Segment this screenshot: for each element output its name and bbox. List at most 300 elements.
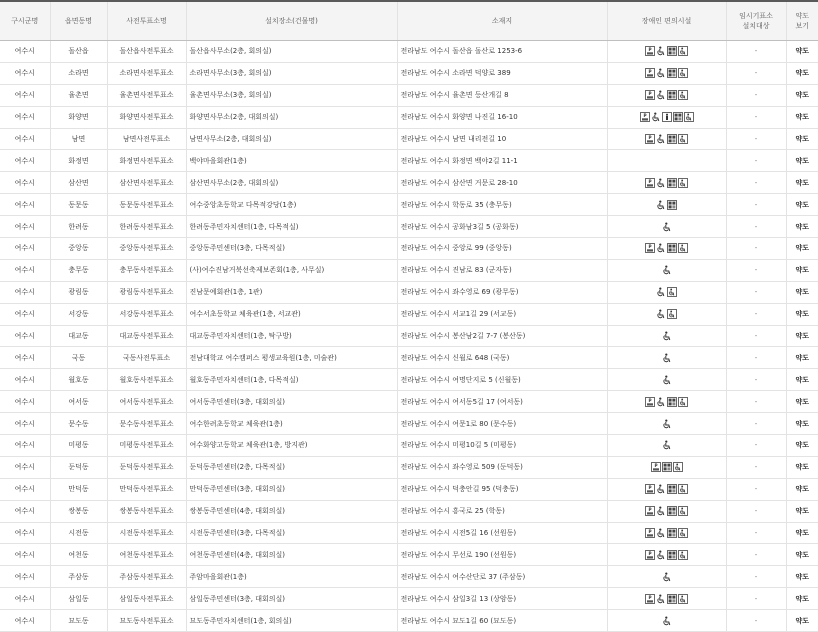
address-cell: 전라남도 여수시 중앙로 99 (중앙동)	[397, 238, 607, 260]
address-cell: 전라남도 여수시 화정면 백야2길 11-1	[397, 150, 607, 172]
address-cell: 전라남도 여수시 삼산면 거문로 28-10	[397, 172, 607, 194]
wheelchair-icon	[656, 243, 666, 253]
temp-booth-cell: -	[726, 194, 786, 216]
address-cell: 전라남도 여수시 화양면 나진길 16-10	[397, 106, 607, 128]
place-cell: 중앙동주민센터(3층, 다목적실)	[186, 238, 397, 260]
elevator-icon	[667, 550, 677, 560]
address-cell: 전라남도 여수시 좌수영로 509 (둔덕동)	[397, 456, 607, 478]
facilities-cell	[607, 566, 726, 588]
elevator-icon	[667, 46, 677, 56]
place-cell: (사)여수진남거북선축제보존회(1층, 사무실)	[186, 259, 397, 281]
map-link[interactable]: 약도	[786, 303, 818, 325]
table-row	[0, 500, 818, 522]
temp-booth-cell: -	[726, 62, 786, 84]
facilities-cell	[607, 413, 726, 435]
office-cell: 광림동사전투표소	[107, 281, 186, 303]
parking-icon	[645, 550, 655, 560]
svg-text:P: P	[648, 91, 652, 97]
svg-text:P: P	[648, 485, 652, 491]
parking-icon	[645, 528, 655, 538]
town-cell: 충무동	[50, 259, 107, 281]
header-place: 설치장소(건물명)	[186, 1, 397, 41]
temp-booth-cell: -	[726, 413, 786, 435]
place-cell: 여천동주민센터(4층, 대회의실)	[186, 544, 397, 566]
table-row	[0, 478, 818, 500]
wheelchair-icon	[656, 528, 666, 538]
region-cell: 여수시	[0, 172, 50, 194]
address-cell: 전라남도 여수시 묘도1길 60 (묘도동)	[397, 610, 607, 632]
region-cell: 여수시	[0, 500, 50, 522]
elevator-icon	[667, 134, 677, 144]
region-cell: 여수시	[0, 369, 50, 391]
place-cell: 화양면사무소(2층, 대회의실)	[186, 106, 397, 128]
table-row	[0, 41, 818, 63]
region-cell: 여수시	[0, 347, 50, 369]
toilet-icon	[678, 484, 688, 494]
office-cell: 소라면사전투표소	[107, 62, 186, 84]
town-cell: 시전동	[50, 522, 107, 544]
facilities-cell	[607, 216, 726, 238]
temp-booth-cell: -	[726, 522, 786, 544]
temp-booth-cell: -	[726, 456, 786, 478]
wheelchair-icon	[662, 440, 672, 450]
wheelchair-icon	[656, 397, 666, 407]
town-cell: 한려동	[50, 216, 107, 238]
office-cell: 남면사전투표소	[107, 128, 186, 150]
map-link[interactable]: 약도	[786, 413, 818, 435]
town-cell: 미평동	[50, 435, 107, 457]
facilities-cell	[607, 610, 726, 632]
map-link[interactable]: 약도	[786, 216, 818, 238]
facilities-cell	[607, 500, 726, 522]
facilities-cell	[607, 172, 726, 194]
office-cell: 삼산면사전투표소	[107, 172, 186, 194]
elevator-icon	[667, 90, 677, 100]
region-cell: 여수시	[0, 478, 50, 500]
parking-icon	[645, 46, 655, 56]
map-link[interactable]: 약도	[786, 369, 818, 391]
elevator-icon	[667, 200, 677, 210]
parking-icon	[645, 506, 655, 516]
map-link[interactable]: 약도	[786, 84, 818, 106]
toilet-icon	[678, 46, 688, 56]
address-cell: 전라남도 여수시 여명단지로 5 (신월동)	[397, 369, 607, 391]
header-region: 구시군명	[0, 1, 50, 41]
parking-icon	[645, 178, 655, 188]
parking-icon	[645, 484, 655, 494]
wheelchair-icon	[662, 616, 672, 626]
office-cell: 충무동사전투표소	[107, 259, 186, 281]
parking-icon	[645, 90, 655, 100]
table-row	[0, 281, 818, 303]
svg-text:P: P	[648, 507, 652, 513]
address-cell: 전라남도 여수시 소라면 덕양로 389	[397, 62, 607, 84]
temp-booth-cell: -	[726, 281, 786, 303]
town-cell: 동문동	[50, 194, 107, 216]
wheelchair-icon	[656, 506, 666, 516]
svg-text:P: P	[648, 178, 652, 184]
map-link[interactable]: 약도	[786, 194, 818, 216]
table-row	[0, 522, 818, 544]
address-cell: 전라남도 여수시 여문1로 80 (문수동)	[397, 413, 607, 435]
svg-text:P: P	[648, 397, 652, 403]
office-cell: 여천동사전투표소	[107, 544, 186, 566]
place-cell: 돌산읍사무소(2층, 회의실)	[186, 41, 397, 63]
place-cell: 여수서초등학교 체육관(1층, 서교관)	[186, 303, 397, 325]
town-cell: 화양면	[50, 106, 107, 128]
place-cell: 주암마을회관(1층)	[186, 566, 397, 588]
toilet-icon	[678, 134, 688, 144]
office-cell: 만덕동사전투표소	[107, 478, 186, 500]
town-cell: 남면	[50, 128, 107, 150]
parking-icon	[645, 397, 655, 407]
town-cell: 돌산읍	[50, 41, 107, 63]
office-cell: 쌍봉동사전투표소	[107, 500, 186, 522]
map-link[interactable]: 약도	[786, 62, 818, 84]
wheelchair-icon	[656, 484, 666, 494]
town-cell: 국동	[50, 347, 107, 369]
facilities-cell	[607, 128, 726, 150]
facilities-cell	[607, 435, 726, 457]
table-row	[0, 435, 818, 457]
elevator-icon	[667, 594, 677, 604]
region-cell: 여수시	[0, 238, 50, 260]
town-cell: 화정면	[50, 150, 107, 172]
map-link[interactable]: 약도	[786, 128, 818, 150]
office-cell: 한려동사전투표소	[107, 216, 186, 238]
office-cell: 시전동사전투표소	[107, 522, 186, 544]
place-cell: 여수화양고등학교 체육관(1층, 방지관)	[186, 435, 397, 457]
wheelchair-icon	[656, 178, 666, 188]
place-cell: 삼산면사무소(2층, 대회의실)	[186, 172, 397, 194]
facilities-cell	[607, 281, 726, 303]
table-row	[0, 259, 818, 281]
facilities-cell	[607, 369, 726, 391]
map-link[interactable]: 약도	[786, 566, 818, 588]
temp-booth-cell: -	[726, 150, 786, 172]
toilet-icon	[678, 243, 688, 253]
office-cell: 동문동사전투표소	[107, 194, 186, 216]
parking-icon	[645, 134, 655, 144]
temp-booth-cell: -	[726, 566, 786, 588]
toilet-icon	[673, 462, 683, 472]
elevator-icon	[667, 68, 677, 78]
facilities-cell	[607, 238, 726, 260]
region-cell: 여수시	[0, 150, 50, 172]
elevator-icon	[667, 243, 677, 253]
town-cell: 묘도동	[50, 610, 107, 632]
region-cell: 여수시	[0, 84, 50, 106]
region-cell: 여수시	[0, 391, 50, 413]
table-row	[0, 413, 818, 435]
toilet-icon	[678, 528, 688, 538]
table-row	[0, 347, 818, 369]
address-cell: 전라남도 여수시 좌수영로 69 (광무동)	[397, 281, 607, 303]
wheelchair-icon	[656, 287, 666, 297]
parking-icon	[645, 594, 655, 604]
facilities-cell	[607, 259, 726, 281]
svg-text:P: P	[648, 47, 652, 53]
table-row	[0, 62, 818, 84]
region-cell: 여수시	[0, 325, 50, 347]
place-cell: 여서동주민센터(3층, 대회의실)	[186, 391, 397, 413]
address-cell: 전라남도 여수시 율촌면 등산개길 8	[397, 84, 607, 106]
town-cell: 문수동	[50, 413, 107, 435]
temp-booth-cell: -	[726, 478, 786, 500]
toilet-icon	[678, 90, 688, 100]
town-cell: 여천동	[50, 544, 107, 566]
header-temp-booth: 임시기표소 설치대상	[726, 1, 786, 41]
table-row	[0, 456, 818, 478]
wheelchair-icon	[656, 46, 666, 56]
region-cell: 여수시	[0, 566, 50, 588]
office-cell: 율촌면사전투표소	[107, 84, 186, 106]
office-cell: 여서동사전투표소	[107, 391, 186, 413]
facilities-cell	[607, 456, 726, 478]
toilet-icon	[678, 594, 688, 604]
svg-text:P: P	[642, 113, 647, 119]
place-cell: 율촌면사무소(3층, 회의실)	[186, 84, 397, 106]
header-town: 읍면동명	[50, 1, 107, 41]
person-icon	[662, 112, 672, 122]
facilities-cell	[607, 62, 726, 84]
table-row	[0, 172, 818, 194]
map-link[interactable]: 약도	[786, 281, 818, 303]
map-link[interactable]: 약도	[786, 456, 818, 478]
temp-booth-cell: -	[726, 435, 786, 457]
place-cell: 진남문예회관(1층, 1관)	[186, 281, 397, 303]
wheelchair-icon	[656, 594, 666, 604]
temp-booth-cell: -	[726, 303, 786, 325]
table-row	[0, 150, 818, 172]
place-cell: 남면사무소(2층, 대회의실)	[186, 128, 397, 150]
map-link[interactable]: 약도	[786, 150, 818, 172]
facilities-cell	[607, 347, 726, 369]
facilities-cell	[607, 544, 726, 566]
toilet-icon	[678, 68, 688, 78]
temp-booth-cell: -	[726, 369, 786, 391]
place-cell: 백야마을회관(1층)	[186, 150, 397, 172]
table-row	[0, 303, 818, 325]
town-cell: 삼산면	[50, 172, 107, 194]
map-link[interactable]: 약도	[786, 106, 818, 128]
address-cell: 전라남도 여수시 여서동5길 17 (여서동)	[397, 391, 607, 413]
elevator-icon	[667, 484, 677, 494]
address-cell: 전라남도 여수시 돌산읍 돌산로 1253-6	[397, 41, 607, 63]
table-row	[0, 84, 818, 106]
elevator-icon	[673, 112, 683, 122]
header-map: 약도 보기	[786, 1, 818, 41]
region-cell: 여수시	[0, 303, 50, 325]
toilet-icon	[667, 309, 677, 319]
town-cell: 중앙동	[50, 238, 107, 260]
map-link[interactable]: 약도	[786, 41, 818, 63]
region-cell: 여수시	[0, 41, 50, 63]
toilet-icon	[678, 178, 688, 188]
elevator-icon	[667, 397, 677, 407]
region-cell: 여수시	[0, 128, 50, 150]
place-cell: 여수중앙초등학교 다목적강당(1층)	[186, 194, 397, 216]
address-cell: 전라남도 여수시 봉산남2길 7-7 (봉산동)	[397, 325, 607, 347]
svg-text:P: P	[653, 463, 658, 469]
temp-booth-cell: -	[726, 259, 786, 281]
town-cell: 서강동	[50, 303, 107, 325]
region-cell: 여수시	[0, 456, 50, 478]
map-link[interactable]: 약도	[786, 500, 818, 522]
wheelchair-icon	[662, 353, 672, 363]
map-link[interactable]: 약도	[786, 347, 818, 369]
region-cell: 여수시	[0, 588, 50, 610]
facilities-cell	[607, 303, 726, 325]
temp-booth-cell: -	[726, 347, 786, 369]
table-row	[0, 369, 818, 391]
facilities-cell	[607, 106, 726, 128]
table-row	[0, 610, 818, 632]
region-cell: 여수시	[0, 194, 50, 216]
table-row	[0, 544, 818, 566]
region-cell: 여수시	[0, 544, 50, 566]
temp-booth-cell: -	[726, 84, 786, 106]
temp-booth-cell: -	[726, 391, 786, 413]
office-cell: 화양면사전투표소	[107, 106, 186, 128]
temp-booth-cell: -	[726, 238, 786, 260]
map-link[interactable]: 약도	[786, 172, 818, 194]
map-link[interactable]: 약도	[786, 522, 818, 544]
region-cell: 여수시	[0, 259, 50, 281]
toilet-icon	[678, 550, 688, 560]
address-cell: 전라남도 여수시 남면 내리전길 10	[397, 128, 607, 150]
table-row	[0, 128, 818, 150]
address-cell: 전라남도 여수시 학동로 35 (충무동)	[397, 194, 607, 216]
place-cell: 둔덕동주민센터(2층, 다목적실)	[186, 456, 397, 478]
elevator-icon	[662, 462, 672, 472]
wheelchair-icon	[651, 112, 661, 122]
town-cell: 월호동	[50, 369, 107, 391]
map-link[interactable]: 약도	[786, 435, 818, 457]
place-cell: 삼일동주민센터(3층, 대회의실)	[186, 588, 397, 610]
parking-icon	[651, 462, 661, 472]
wheelchair-icon	[656, 68, 666, 78]
header-facilities: 장애인 편의시설	[607, 1, 726, 41]
wheelchair-icon	[662, 222, 672, 232]
table-row	[0, 588, 818, 610]
town-cell: 주삼동	[50, 566, 107, 588]
svg-text:P: P	[648, 135, 652, 141]
table-row	[0, 566, 818, 588]
office-cell: 서강동사전투표소	[107, 303, 186, 325]
address-cell: 전라남도 여수시 신월로 648 (국동)	[397, 347, 607, 369]
svg-text:P: P	[648, 69, 652, 75]
toilet-icon	[667, 287, 677, 297]
region-cell: 여수시	[0, 435, 50, 457]
place-cell: 시전동주민센터(3층, 다목적실)	[186, 522, 397, 544]
facilities-cell	[607, 522, 726, 544]
table-row	[0, 238, 818, 260]
office-cell: 대교동사전투표소	[107, 325, 186, 347]
temp-booth-cell: -	[726, 172, 786, 194]
map-link[interactable]: 약도	[786, 610, 818, 632]
facilities-cell	[607, 391, 726, 413]
temp-booth-cell: -	[726, 544, 786, 566]
facilities-cell	[607, 150, 726, 172]
wheelchair-icon	[656, 90, 666, 100]
region-cell: 여수시	[0, 106, 50, 128]
table-row	[0, 106, 818, 128]
parking-icon	[640, 112, 650, 122]
address-cell: 전라남도 여수시 미평10길 5 (미평동)	[397, 435, 607, 457]
address-cell: 전라남도 여수시 서교1길 29 (서교동)	[397, 303, 607, 325]
temp-booth-cell: -	[726, 41, 786, 63]
temp-booth-cell: -	[726, 610, 786, 632]
temp-booth-cell: -	[726, 128, 786, 150]
region-cell: 여수시	[0, 281, 50, 303]
map-link[interactable]: 약도	[786, 325, 818, 347]
region-cell: 여수시	[0, 610, 50, 632]
office-cell: 삼일동사전투표소	[107, 588, 186, 610]
map-link[interactable]: 약도	[786, 544, 818, 566]
office-cell: 월호동사전투표소	[107, 369, 186, 391]
map-link[interactable]: 약도	[786, 238, 818, 260]
table-row	[0, 216, 818, 238]
wheelchair-icon	[662, 419, 672, 429]
wheelchair-icon	[662, 572, 672, 582]
place-cell: 쌍봉동주민센터(4층, 대회의실)	[186, 500, 397, 522]
facilities-cell	[607, 325, 726, 347]
facilities-cell	[607, 194, 726, 216]
temp-booth-cell: -	[726, 325, 786, 347]
wheelchair-icon	[662, 265, 672, 275]
office-cell: 묘도동사전투표소	[107, 610, 186, 632]
office-cell: 둔덕동사전투표소	[107, 456, 186, 478]
place-cell: 월호동주민자치센터(1층, 다목적실)	[186, 369, 397, 391]
toilet-icon	[684, 112, 694, 122]
place-cell: 여수한려초등학교 체육관(1층)	[186, 413, 397, 435]
svg-text:P: P	[648, 529, 652, 535]
facilities-cell	[607, 588, 726, 610]
elevator-icon	[667, 506, 677, 516]
facilities-cell	[607, 84, 726, 106]
place-cell: 소라면사무소(3층, 회의실)	[186, 62, 397, 84]
elevator-icon	[667, 528, 677, 538]
town-cell: 쌍봉동	[50, 500, 107, 522]
town-cell: 여서동	[50, 391, 107, 413]
town-cell: 율촌면	[50, 84, 107, 106]
map-link[interactable]: 약도	[786, 259, 818, 281]
map-link[interactable]: 약도	[786, 478, 818, 500]
map-link[interactable]: 약도	[786, 391, 818, 413]
office-cell: 문수동사전투표소	[107, 413, 186, 435]
wheelchair-icon	[662, 331, 672, 341]
facilities-cell	[607, 41, 726, 63]
address-cell: 전라남도 여수시 진남로 83 (군자동)	[397, 259, 607, 281]
place-cell: 대교동주민자치센터(1층, 탁구방)	[186, 325, 397, 347]
place-cell: 만덕동주민센터(3층, 대회의실)	[186, 478, 397, 500]
office-cell: 화정면사전투표소	[107, 150, 186, 172]
office-cell: 미평동사전투표소	[107, 435, 186, 457]
region-cell: 여수시	[0, 216, 50, 238]
office-cell: 국동사전투표소	[107, 347, 186, 369]
wheelchair-icon	[662, 375, 672, 385]
wheelchair-icon	[656, 309, 666, 319]
toilet-icon	[678, 506, 688, 516]
elevator-icon	[667, 178, 677, 188]
temp-booth-cell: -	[726, 588, 786, 610]
address-cell: 전라남도 여수시 삼일3길 13 (상암동)	[397, 588, 607, 610]
office-cell: 중앙동사전투표소	[107, 238, 186, 260]
town-cell: 소라면	[50, 62, 107, 84]
map-link[interactable]: 약도	[786, 588, 818, 610]
address-cell: 전라남도 여수시 덕충안길 95 (덕충동)	[397, 478, 607, 500]
